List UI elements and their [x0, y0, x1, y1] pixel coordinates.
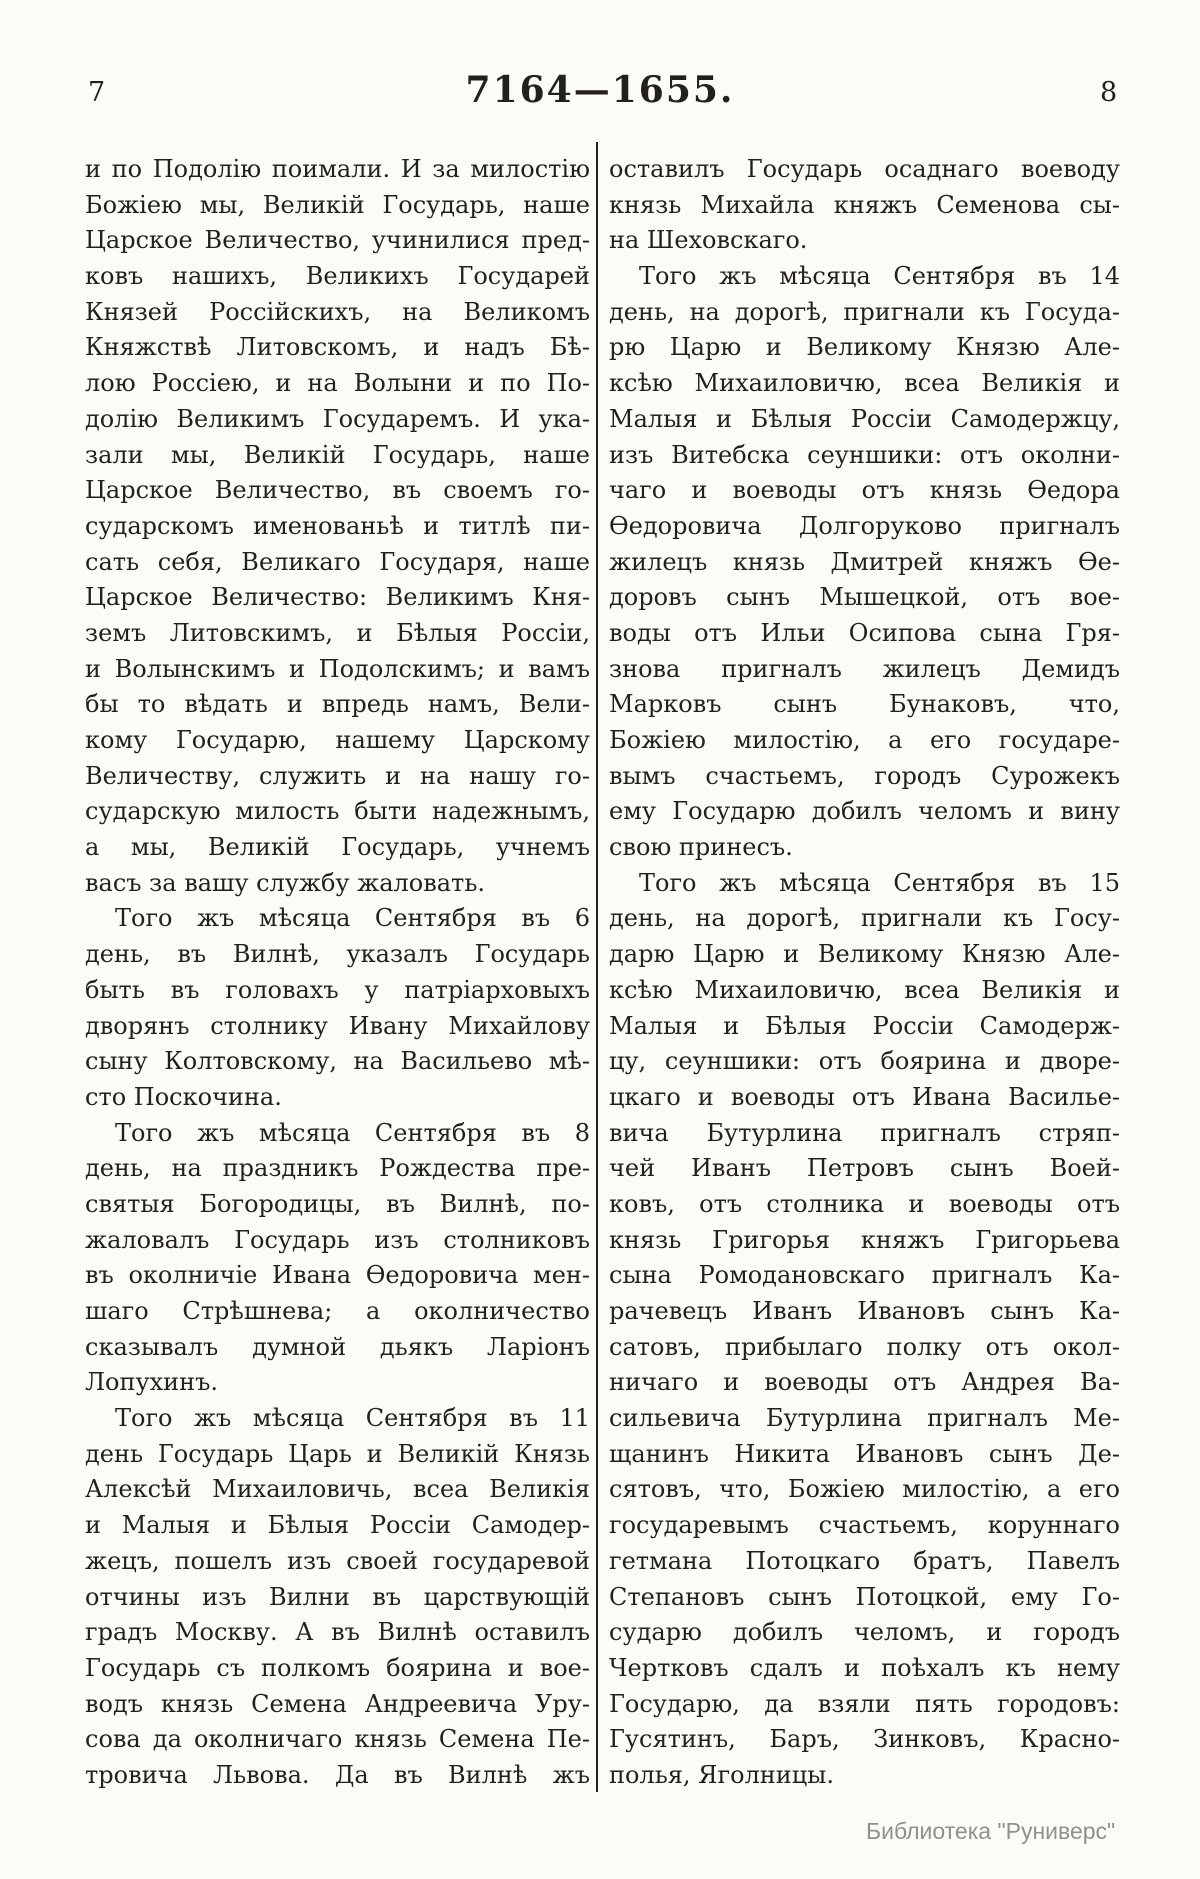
text-line: долію Великимъ Государемъ. И ука-: [85, 404, 590, 433]
text-line: Марковъ сынъ Бунаковъ, что,: [609, 690, 1120, 719]
page-number-left: 7: [88, 77, 106, 108]
text-line: Князей Россійскихъ, на Великомъ: [85, 297, 590, 326]
text-line: день, на дорогѣ, пригнали къ Госу-: [609, 904, 1120, 933]
text-line: Величеству, служить и на нашу го-: [85, 761, 590, 790]
text-line: Государь съ полкомъ боярина и вое-: [85, 1653, 590, 1682]
text-line: ковъ нашихъ, Великихъ Государей: [85, 262, 590, 291]
text-line: земъ Литовскимъ, и Бѣлыя Россіи,: [85, 618, 590, 647]
text-line: Степановъ сынъ Потоцкой, ему Го-: [609, 1582, 1120, 1611]
text-column-right: [609, 152, 1120, 1794]
text-line: зали мы, Великій Государь, наше: [85, 440, 590, 469]
text-line: доровъ сынъ Мышецкой, отъ вое-: [609, 583, 1120, 612]
text-line: знова пригналъ жилецъ Демидъ: [609, 654, 1120, 683]
text-columns: [85, 152, 1120, 1794]
text-line: Царское Величество: Великимъ Кня-: [85, 583, 590, 612]
text-line: ксѣю Михаиловичю, всеа Великія и: [609, 975, 1120, 1004]
text-line: и Волынскимъ и Подолскимъ; и вамъ: [85, 654, 590, 683]
text-line: свою принесъ.: [609, 833, 793, 862]
text-line: князь Григорья княжъ Григорьева: [609, 1225, 1120, 1254]
text-line: Алексѣй Михаиловичь, всеа Великія: [85, 1475, 590, 1504]
text-line: сятовъ, что, Божіею милостію, а его: [609, 1475, 1120, 1504]
text-line: сильевича Бутурлина пригналъ Ме-: [609, 1404, 1120, 1433]
text-line: чей Иванъ Петровъ сынъ Воей-: [609, 1154, 1120, 1183]
text-line: Того жъ мѣсяца Сентября въ 8: [115, 1118, 590, 1147]
text-line: на Шеховскаго.: [609, 226, 808, 255]
page-number-right: 8: [1100, 77, 1118, 108]
text-column-left: [85, 152, 590, 1794]
text-line: полья, Яголницы.: [609, 1760, 834, 1789]
text-line: ничаго и воеводы отъ Андрея Ва-: [609, 1368, 1120, 1397]
text-line: Гусятинъ, Баръ, Зинковъ, Красно-: [609, 1725, 1120, 1754]
text-line: вымъ счастьемъ, городъ Сурожекъ: [609, 761, 1120, 790]
text-line: дворянъ столнику Ивану Михайлову: [85, 1011, 590, 1040]
text-line: жилецъ князь Дмитрей княжъ Ѳе-: [609, 547, 1120, 576]
text-line: отчины изъ Вилни въ царствующій: [85, 1582, 590, 1611]
text-line: Того жъ мѣсяца Сентября въ 6: [115, 904, 590, 933]
text-line: Лопухинъ.: [85, 1368, 219, 1397]
text-line: дарю Царю и Великому Князю Але-: [609, 940, 1120, 969]
text-line: оставилъ Государь осаднаго воеводу: [609, 155, 1120, 183]
text-line: Того жъ мѣсяца Сентября въ 14: [639, 262, 1120, 291]
text-line: Малыя и Бѣлыя Россіи Самодержцу,: [609, 404, 1120, 433]
text-line: градъ Москву. А въ Вилнѣ оставилъ: [85, 1618, 590, 1647]
text-line: шаго Стрѣшнева; а околничество: [85, 1297, 590, 1325]
text-line: день, въ Вилнѣ, указалъ Государь: [85, 940, 590, 969]
text-line: Божіею милостію, а его государе-: [609, 726, 1120, 754]
page-title: 7164—1655.: [465, 69, 735, 111]
column-divider-rule: [596, 142, 598, 1792]
text-line: сударю добилъ челомъ, и городъ: [609, 1618, 1120, 1647]
text-line: и по Подолію поимали. И за милостію: [85, 155, 590, 183]
text-line: изъ Витебска сеуншики: отъ околни-: [609, 440, 1120, 469]
text-line: сыну Колтовскому, на Васильево мѣ-: [85, 1047, 590, 1076]
text-line: жецъ, пошелъ изъ своей государевой: [85, 1546, 590, 1575]
text-line: вича Бутурлина пригналъ стряп-: [609, 1118, 1120, 1147]
text-line: жаловалъ Государь изъ столниковъ: [85, 1225, 590, 1254]
text-line: щанинъ Никита Ивановъ сынъ Де-: [609, 1439, 1120, 1468]
text-line: въ околничіе Ивана Ѳедоровича мен-: [85, 1261, 590, 1290]
text-line: водъ князь Семена Андреевича Уру-: [85, 1689, 590, 1718]
text-line: гетмана Потоцкаго братъ, Павелъ: [609, 1546, 1120, 1575]
text-line: и Малыя и Бѣлыя Россіи Самодер-: [85, 1511, 590, 1540]
text-line: цкаго и воеводы отъ Ивана Василье-: [609, 1082, 1120, 1111]
text-line: а мы, Великій Государь, учнемъ: [85, 833, 590, 862]
text-line: Княжствѣ Литовскомъ, и надъ Бѣ-: [85, 333, 590, 362]
text-line: рачевецъ Иванъ Ивановъ сынъ Ка-: [609, 1297, 1120, 1325]
text-line: сова да околничаго князь Семена Пе-: [85, 1725, 590, 1754]
text-line: Ѳедоровича Долгоруково пригналъ: [609, 511, 1120, 540]
text-line: быть въ головахъ у патріарховыхъ: [85, 975, 590, 1004]
text-line: святыя Богородицы, въ Вилнѣ, по-: [85, 1189, 590, 1218]
text-line: сына Ромодановскаго пригналъ Ка-: [609, 1261, 1120, 1290]
text-line: сто Поскочина.: [85, 1082, 282, 1111]
text-line: бы то вѣдать и впредь намъ, Вели-: [85, 690, 590, 719]
text-line: Чертковъ сдалъ и поѣхалъ къ нему: [609, 1653, 1120, 1682]
text-line: цу, сеуншики: отъ боярина и дворе-: [609, 1047, 1120, 1076]
text-line: рю Царю и Великому Князю Але-: [609, 333, 1120, 362]
text-line: день, на праздникъ Рождества пре-: [85, 1154, 590, 1183]
text-line: Божіею мы, Великій Государь, наше: [85, 190, 590, 219]
text-line: ковъ, отъ столника и воеводы отъ: [609, 1189, 1120, 1218]
text-line: князь Михайла княжъ Семенова сы-: [609, 190, 1120, 219]
text-line: сказывалъ думной дьякъ Ларіонъ: [85, 1332, 590, 1361]
text-line: Царское Величество, въ своемъ го-: [85, 476, 590, 505]
text-line: сатовъ, прибылаго полку отъ окол-: [609, 1332, 1120, 1361]
library-watermark: Библиотека "Руниверс": [866, 1818, 1116, 1844]
text-line: кому Государю, нашему Царскому: [85, 726, 590, 754]
text-line: воды отъ Ильи Осипова сына Гря-: [609, 618, 1120, 647]
text-line: васъ за вашу службу жаловать.: [85, 868, 486, 897]
text-line: ему Государю добилъ челомъ и вину: [609, 797, 1120, 826]
text-line: Царское Величество, учинилися пред-: [85, 226, 590, 255]
text-line: Государю, да взяли пять городовъ:: [609, 1689, 1120, 1718]
text-line: ксѣю Михаиловичю, всеа Великія и: [609, 369, 1120, 398]
text-line: день Государь Царь и Великій Князь: [85, 1439, 590, 1468]
text-line: Того жъ мѣсяца Сентября въ 11: [115, 1404, 590, 1433]
text-line: сударскомъ именованьѣ и титлѣ пи-: [85, 511, 590, 540]
text-line: чаго и воеводы отъ князь Ѳедора: [609, 476, 1120, 505]
text-line: сударскую милость быти надежнымъ,: [85, 797, 590, 826]
text-line: Малыя и Бѣлыя Россіи Самодерж-: [609, 1011, 1120, 1040]
text-line: сать себя, Великаго Государя, наше: [85, 547, 590, 576]
text-line: тровича Львова. Да въ Вилнѣ жъ: [85, 1760, 590, 1789]
text-line: Того жъ мѣсяца Сентября въ 15: [639, 868, 1120, 897]
text-line: государевымъ счастьемъ, коруннаго: [609, 1511, 1120, 1540]
text-line: день, на дорогѣ, пригнали къ Госуда-: [609, 297, 1120, 326]
text-line: лою Россіею, и на Волыни и по По-: [85, 369, 590, 398]
